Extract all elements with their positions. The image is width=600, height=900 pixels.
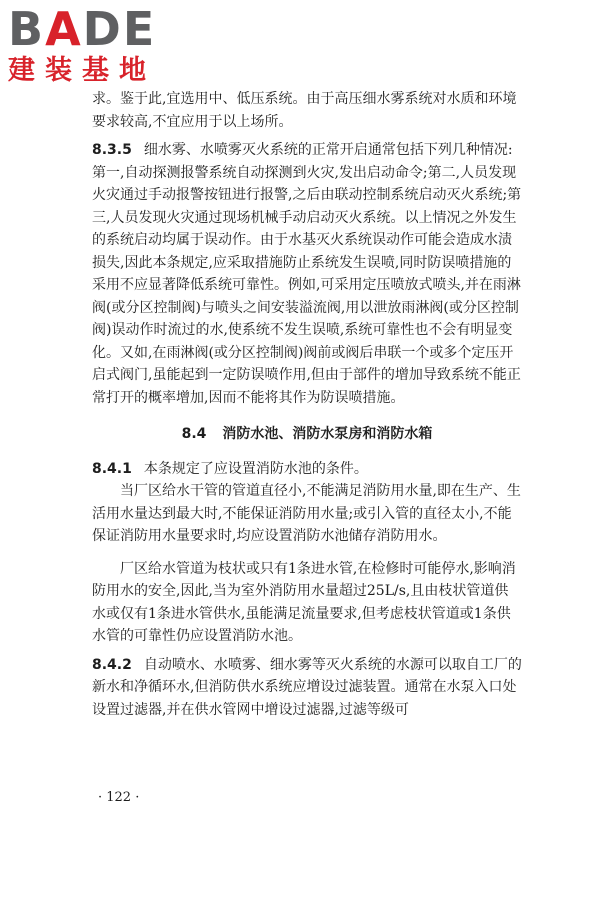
section-number: 8.4.2 xyxy=(92,656,132,673)
section-number: 8.4.1 xyxy=(92,460,132,477)
section-8-4-2 xyxy=(92,654,522,722)
section-text: 本条规定了应设置消防水池的条件。 xyxy=(143,460,368,477)
section-8-3-5 xyxy=(92,139,522,409)
logo-wordmark xyxy=(8,2,188,56)
heading-number: 8.4 xyxy=(181,426,207,442)
section-text: 细水雾、水喷雾灭火系统的正常开启通常包括下列几种情况:第一,自动探测报警系统自动探测到火灾,发出启动命令;第二,人员发现火灾通过手动报警按钮进行报警,之后由联动控制系统启动灭火系统;第三,人员发现火灾通过现场机械手动启动灭火系统。以上情况之外发生的系统启动均属于误动作。由于水基灭火系统误动作可能会造成水渍损失,因此本条规定,应采取措施防止系统发生误喷,同时防误喷措施的采用不应显著降低系统可靠性。例如,可采用定压喷放式喷头,并在雨淋阀(或分区控制阀)与喷头之间安装溢流阀,用以泄放雨淋阀(或分区控制阀)误动作时流过的水,使系统不发生误喷,系统可靠性也不会有明显变化。又如,在雨淋阀(或分区控制阀)阀前或阀后串联一个或多个定压开启式阀门,虽能起到一定防误喷作用,但由于部件的增加导致系统不能正常打开的概率增加,因而不能将其作为防误喷措施。 xyxy=(92,142,522,406)
logo-letter-b: B xyxy=(8,2,46,56)
paragraph: 厂区给水管道为枝状或只有1条进水管,在检修时可能停水,影响消防用水的安全,因此,当为室外消防用水量超过25L/s,且由枝状管道供水或仅有1条进水管供水,虽能满足流量要求,但考虑枝状管道或1条供水管的可靠性仍应设置消防水池。 xyxy=(92,560,516,644)
page-number: · 122 · xyxy=(98,790,140,805)
paragraph: 当厂区给水干管的管道直径小,不能满足消防用水量,即在生产、生活用水量达到最大时,不能保证消防用水量;或引入管的直径太小,不能保证消防用水量要求时,均应设置消防水池储存消防用水。 xyxy=(92,483,521,544)
section-text: 自动喷水、水喷雾、细水雾等灭火系统的水源可以取自工厂的新水和净循环水,但消防供水系统应增设过滤装置。通常在水泵入口处设置过滤器,并在供水管网中增设过滤器,过滤等级可 xyxy=(92,656,522,718)
section-8-4-1 xyxy=(92,458,522,481)
section-number: 8.3.5 xyxy=(92,142,132,158)
logo-letters-de: DE xyxy=(82,2,157,56)
logo-letter-a: A xyxy=(45,2,83,56)
chapter-heading xyxy=(92,423,522,446)
page-body xyxy=(92,88,522,721)
logo-subtitle: 建装基地 xyxy=(8,55,156,86)
bade-logo xyxy=(8,2,188,92)
paragraph-continued: 求。鉴于此,宜选用中、低压系统。由于高压细水雾系统对水质和环境要求较高,不宜应用于以上场所。 xyxy=(92,91,517,130)
heading-title: 消防水池、消防水泵房和消防水箱 xyxy=(222,426,433,442)
